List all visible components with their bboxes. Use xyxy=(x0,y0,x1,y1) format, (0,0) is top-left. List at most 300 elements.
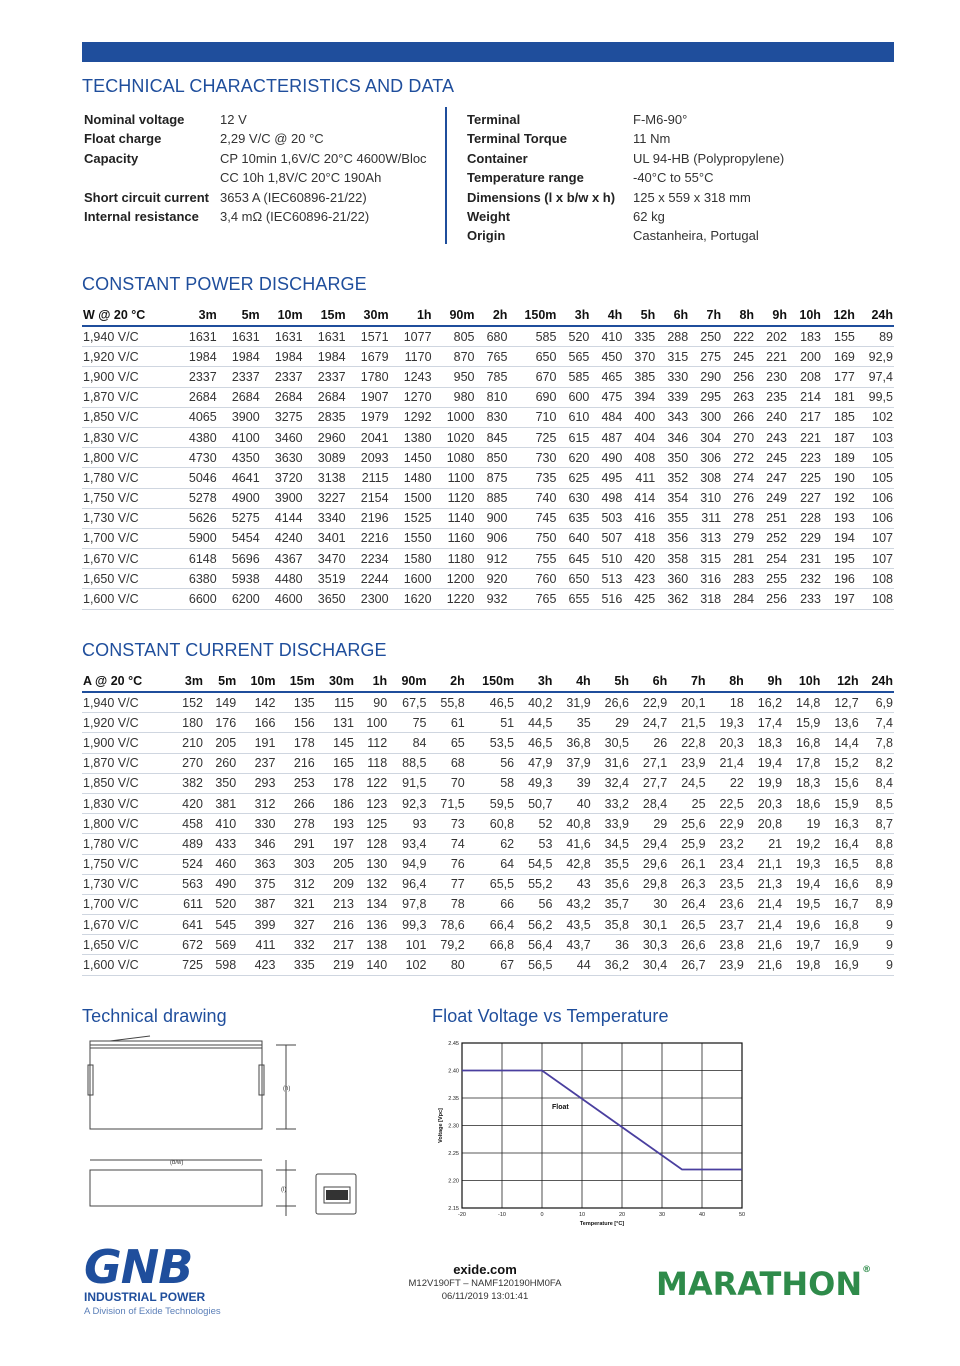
table-cell: 1679 xyxy=(347,347,390,367)
table-cell: 42,8 xyxy=(553,854,591,874)
column-header: 4h xyxy=(553,671,591,692)
y-tick-label: 2.15 xyxy=(448,1206,459,1212)
table-row xyxy=(82,894,894,914)
table-cell: 181 xyxy=(822,387,856,407)
table-cell: 1270 xyxy=(390,387,433,407)
table-cell: 1907 xyxy=(347,387,390,407)
current-table xyxy=(82,671,894,976)
table-cell: 30,1 xyxy=(630,915,668,935)
table-cell: 21,4 xyxy=(745,894,783,914)
table-cell: 513 xyxy=(590,569,623,589)
table-cell: 1631 xyxy=(304,326,347,347)
table-cell: 180 xyxy=(171,713,204,733)
table-cell: 177 xyxy=(822,367,856,387)
table-cell: 3900 xyxy=(218,407,261,427)
table-cell: 495 xyxy=(590,468,623,488)
table-cell: 670 xyxy=(508,367,557,387)
table-cell: 34,5 xyxy=(592,834,630,854)
table-cell: 46,5 xyxy=(515,733,553,753)
table-cell: 26,7 xyxy=(668,955,706,975)
row-label: 1,800 V/C xyxy=(82,448,175,468)
x-axis-label: Temperature [°C] xyxy=(579,1221,625,1227)
table-cell: 35,7 xyxy=(592,894,630,914)
spec-row xyxy=(467,226,784,245)
table-cell: 3720 xyxy=(261,468,304,488)
table-cell: 545 xyxy=(204,915,237,935)
table-cell: 233 xyxy=(788,589,822,609)
table-cell: 4900 xyxy=(218,488,261,508)
table-cell: 355 xyxy=(656,508,689,528)
table-cell: 14,4 xyxy=(821,733,859,753)
table-cell: 5046 xyxy=(175,468,218,488)
spec-row xyxy=(467,129,784,148)
table-cell: 135 xyxy=(276,692,315,713)
table-cell: 217 xyxy=(788,407,822,427)
table-cell: 3470 xyxy=(304,549,347,569)
table-cell: 725 xyxy=(171,955,204,975)
column-header: 3h xyxy=(515,671,553,692)
table-cell: 1180 xyxy=(433,549,476,569)
table-cell: 19,4 xyxy=(783,874,821,894)
table-cell: 29 xyxy=(630,814,668,834)
table-cell: 906 xyxy=(476,528,509,548)
table-cell: 1120 xyxy=(433,488,476,508)
table-cell: 362 xyxy=(656,589,689,609)
table-cell: 252 xyxy=(755,528,788,548)
table-cell: 107 xyxy=(856,549,894,569)
marathon-wordmark: MARATHON xyxy=(656,1265,863,1303)
table-cell: 1170 xyxy=(390,347,433,367)
column-header: 3m xyxy=(171,671,204,692)
table-cell: 1600 xyxy=(390,569,433,589)
table-cell: 465 xyxy=(590,367,623,387)
column-header: 6h xyxy=(656,305,689,326)
table-cell: 16,6 xyxy=(821,874,859,894)
table-cell: 1550 xyxy=(390,528,433,548)
column-header: 90m xyxy=(433,305,476,326)
label-bw: (b/w) xyxy=(170,1160,184,1166)
table-cell: 2093 xyxy=(347,448,390,468)
table-cell: 600 xyxy=(557,387,590,407)
table-cell: 610 xyxy=(557,407,590,427)
table-cell: 185 xyxy=(822,407,856,427)
drawing-title: Technical drawing xyxy=(82,1006,227,1026)
column-header: 10h xyxy=(788,305,822,326)
table-cell: 73 xyxy=(427,814,465,834)
table-cell: 19,2 xyxy=(783,834,821,854)
table-cell: 23,4 xyxy=(707,854,745,874)
column-header: 8h xyxy=(707,671,745,692)
float-series-line xyxy=(462,1071,742,1170)
table-row xyxy=(82,692,894,713)
table-cell: 90 xyxy=(355,692,388,713)
table-cell: 187 xyxy=(822,427,856,447)
spec-key: Temperature range xyxy=(467,170,584,186)
table-cell: 363 xyxy=(237,854,276,874)
table-cell: 266 xyxy=(276,793,315,813)
table-cell: 1160 xyxy=(433,528,476,548)
table-cell: 4600 xyxy=(261,589,304,609)
table-cell: 358 xyxy=(656,549,689,569)
table-cell: 29 xyxy=(592,713,630,733)
table-cell: 79,2 xyxy=(427,935,465,955)
table-cell: 2337 xyxy=(175,367,218,387)
table-cell: 97,8 xyxy=(388,894,427,914)
table-cell: 400 xyxy=(623,407,656,427)
table-cell: 190 xyxy=(822,468,856,488)
table-cell: 52 xyxy=(515,814,553,834)
table-cell: 7,8 xyxy=(860,733,894,753)
table-cell: 475 xyxy=(590,387,623,407)
table-cell: 875 xyxy=(476,468,509,488)
table-cell: 22 xyxy=(707,773,745,793)
table-cell: 208 xyxy=(788,367,822,387)
footer-doc: M12V190FT – NAMF120190HM0FA xyxy=(408,1278,562,1289)
table-cell: 35,8 xyxy=(592,915,630,935)
table-cell: 67,5 xyxy=(388,692,427,713)
table-cell: 275 xyxy=(689,347,722,367)
table-cell: 805 xyxy=(433,326,476,347)
table-cell: 183 xyxy=(788,326,822,347)
spec-value: F-M6-90° xyxy=(633,112,688,127)
spec-row xyxy=(84,188,427,207)
table-cell: 3460 xyxy=(261,427,304,447)
table-row xyxy=(82,448,894,468)
table-cell: 221 xyxy=(788,427,822,447)
table-cell: 20,3 xyxy=(707,733,745,753)
table-cell: 6600 xyxy=(175,589,218,609)
table-cell: 2684 xyxy=(304,387,347,407)
table-cell: 37,9 xyxy=(553,753,591,773)
table-cell: 25,9 xyxy=(668,834,706,854)
table-cell: 3138 xyxy=(304,468,347,488)
table-cell: 200 xyxy=(788,347,822,367)
table-cell: 222 xyxy=(722,326,755,347)
table-cell: 4641 xyxy=(218,468,261,488)
table-row xyxy=(82,834,894,854)
table-cell: 308 xyxy=(689,468,722,488)
table-cell: 1984 xyxy=(218,347,261,367)
table-cell: 227 xyxy=(788,488,822,508)
table-cell: 43,2 xyxy=(553,894,591,914)
column-header: 12h xyxy=(821,671,859,692)
table-cell: 8,4 xyxy=(860,773,894,793)
table-cell: 35 xyxy=(553,713,591,733)
table-cell: 247 xyxy=(755,468,788,488)
footer-info xyxy=(380,1262,590,1303)
table-cell: 1500 xyxy=(390,488,433,508)
table-cell: 295 xyxy=(689,387,722,407)
table-cell: 585 xyxy=(508,326,557,347)
table-cell: 9 xyxy=(860,915,894,935)
table-cell: 332 xyxy=(276,935,315,955)
table-cell: 56,2 xyxy=(515,915,553,935)
table-cell: 51 xyxy=(466,713,515,733)
column-header: 30m xyxy=(347,305,390,326)
table-cell: 22,9 xyxy=(707,814,745,834)
table-cell: 21,6 xyxy=(745,935,783,955)
table-cell: 21 xyxy=(745,834,783,854)
table-cell: 4065 xyxy=(175,407,218,427)
table-cell: 870 xyxy=(433,347,476,367)
table-cell: 8,7 xyxy=(860,814,894,834)
table-cell: 484 xyxy=(590,407,623,427)
spec-key: Capacity xyxy=(84,150,139,166)
table-cell: 4380 xyxy=(175,427,218,447)
spec-value: 11 Nm xyxy=(633,131,671,147)
table-cell: 8,2 xyxy=(860,753,894,773)
table-cell: 16,8 xyxy=(821,915,859,935)
table-cell: 250 xyxy=(689,326,722,347)
table-cell: 102 xyxy=(856,407,894,427)
table-cell: 276 xyxy=(722,488,755,508)
row-label: 1,700 V/C xyxy=(82,894,171,914)
row-label: 1,800 V/C xyxy=(82,814,171,834)
table-cell: 19,3 xyxy=(783,854,821,874)
column-header: 10m xyxy=(261,305,304,326)
table-cell: 2300 xyxy=(347,589,390,609)
table-cell: 19,5 xyxy=(783,894,821,914)
table-cell: 8,8 xyxy=(860,854,894,874)
table-cell: 310 xyxy=(689,488,722,508)
spec-row xyxy=(84,168,427,187)
table-cell: 16,4 xyxy=(821,834,859,854)
y-tick-label: 2.30 xyxy=(448,1123,459,1130)
table-cell: 263 xyxy=(722,387,755,407)
table-cell: 4350 xyxy=(218,448,261,468)
table-cell: 65 xyxy=(427,733,465,753)
table-cell: 272 xyxy=(722,448,755,468)
x-tick-label: 10 xyxy=(578,1212,586,1218)
table-cell: 404 xyxy=(623,427,656,447)
table-row xyxy=(82,488,894,508)
table-cell: 399 xyxy=(237,915,276,935)
table-cell: 410 xyxy=(590,326,623,347)
table-cell: 196 xyxy=(822,569,856,589)
table-cell: 23,7 xyxy=(707,915,745,935)
table-cell: 7,4 xyxy=(860,713,894,733)
x-tick-label: -10 xyxy=(498,1212,506,1218)
row-label: 1,850 V/C xyxy=(82,773,171,793)
table-cell: 53 xyxy=(515,834,553,854)
table-cell: 216 xyxy=(276,753,315,773)
spec-value: 3,4 mΩ (IEC60896-21/22) xyxy=(220,209,370,225)
table-cell: 29,8 xyxy=(630,874,668,894)
table-cell: 21,4 xyxy=(745,915,783,935)
table-cell: 410 xyxy=(204,814,237,834)
table-cell: 785 xyxy=(476,367,509,387)
table-cell: 16,7 xyxy=(821,894,859,914)
table-cell: 145 xyxy=(316,733,355,753)
table-cell: 765 xyxy=(508,589,557,609)
table-cell: 84 xyxy=(388,733,427,753)
spec-value: 62 kg xyxy=(633,209,665,225)
table-cell: 408 xyxy=(623,448,656,468)
row-label: 1,870 V/C xyxy=(82,753,171,773)
table-cell: 99,3 xyxy=(388,915,427,935)
table-cell: 40,2 xyxy=(515,692,553,713)
table-cell: 5938 xyxy=(218,569,261,589)
row-label: 1,850 V/C xyxy=(82,407,175,427)
table-cell: 22,5 xyxy=(707,793,745,813)
table-cell: 169 xyxy=(822,347,856,367)
table-cell: 284 xyxy=(722,589,755,609)
table-cell: 16,9 xyxy=(821,955,859,975)
table-cell: 9 xyxy=(860,935,894,955)
row-label: 1,920 V/C xyxy=(82,347,175,367)
table-cell: 80 xyxy=(427,955,465,975)
label-h: (h) xyxy=(283,1086,291,1092)
table-cell: 21,5 xyxy=(668,713,706,733)
table-cell: 312 xyxy=(276,874,315,894)
table-cell: 381 xyxy=(204,793,237,813)
table-cell: 1984 xyxy=(261,347,304,367)
table-cell: 1020 xyxy=(433,427,476,447)
table-cell: 100 xyxy=(355,713,388,733)
table-cell: 912 xyxy=(476,549,509,569)
table-cell: 25,6 xyxy=(668,814,706,834)
table-cell: 16,2 xyxy=(745,692,783,713)
table-cell: 205 xyxy=(204,733,237,753)
table-cell: 375 xyxy=(237,874,276,894)
spec-value: CP 10min 1,6V/C 20°C 4600W/Bloc xyxy=(220,150,427,166)
table-cell: 223 xyxy=(788,448,822,468)
marathon-logo: MARATHON® xyxy=(656,1265,872,1303)
table-cell: 88,5 xyxy=(388,753,427,773)
table-cell: 178 xyxy=(276,733,315,753)
table-row xyxy=(82,528,894,548)
spec-row xyxy=(467,168,784,187)
table-cell: 249 xyxy=(755,488,788,508)
current-title: CONSTANT CURRENT DISCHARGE xyxy=(82,640,387,660)
table-cell: 243 xyxy=(755,427,788,447)
table-row xyxy=(82,387,894,407)
table-cell: 33,9 xyxy=(592,814,630,834)
spec-key: Terminal Torque xyxy=(467,131,567,147)
table-cell: 149 xyxy=(204,692,237,713)
header-bar xyxy=(82,42,894,62)
table-cell: 1580 xyxy=(390,549,433,569)
table-cell: 360 xyxy=(656,569,689,589)
table-row xyxy=(82,367,894,387)
table-cell: 755 xyxy=(508,549,557,569)
table-cell: 30 xyxy=(630,894,668,914)
row-label: 1,830 V/C xyxy=(82,427,175,447)
table-cell: 278 xyxy=(276,814,315,834)
table-cell: 93 xyxy=(388,814,427,834)
table-cell: 12,7 xyxy=(821,692,859,713)
table-cell: 66,4 xyxy=(466,915,515,935)
table-cell: 176 xyxy=(204,713,237,733)
table-cell: 672 xyxy=(171,935,204,955)
table-cell: 35,6 xyxy=(592,874,630,894)
table-cell: 346 xyxy=(656,427,689,447)
table-cell: 6,9 xyxy=(860,692,894,713)
table-cell: 2041 xyxy=(347,427,390,447)
table-cell: 31,6 xyxy=(592,753,630,773)
table-cell: 21,1 xyxy=(745,854,783,874)
table-cell: 266 xyxy=(722,407,755,427)
table-cell: 138 xyxy=(355,935,388,955)
table-cell: 516 xyxy=(590,589,623,609)
column-header: 3h xyxy=(557,305,590,326)
spec-value: UL 94-HB (Polypropylene) xyxy=(633,150,785,166)
table-cell: 411 xyxy=(237,935,276,955)
table-cell: 89 xyxy=(856,326,894,347)
table-cell: 134 xyxy=(355,894,388,914)
table-cell: 91,5 xyxy=(388,773,427,793)
table-cell: 225 xyxy=(788,468,822,488)
table-cell: 41,6 xyxy=(553,834,591,854)
table-cell: 21,6 xyxy=(745,955,783,975)
table-cell: 92,9 xyxy=(856,347,894,367)
table-cell: 327 xyxy=(276,915,315,935)
table-cell: 30,3 xyxy=(630,935,668,955)
table-cell: 36 xyxy=(592,935,630,955)
table-cell: 216 xyxy=(316,915,355,935)
table-cell: 32,4 xyxy=(592,773,630,793)
table-cell: 115 xyxy=(316,692,355,713)
row-label: 1,670 V/C xyxy=(82,915,171,935)
table-cell: 24,7 xyxy=(630,713,668,733)
table-cell: 4240 xyxy=(261,528,304,548)
table-cell: 125 xyxy=(355,814,388,834)
table-cell: 61 xyxy=(427,713,465,733)
table-cell: 17,8 xyxy=(783,753,821,773)
table-cell: 620 xyxy=(557,448,590,468)
table-cell: 565 xyxy=(557,347,590,367)
table-cell: 423 xyxy=(237,955,276,975)
y-tick-label: 2.20 xyxy=(448,1178,459,1185)
table-cell: 16,5 xyxy=(821,854,859,874)
x-tick-label: 50 xyxy=(738,1212,746,1218)
table-cell: 645 xyxy=(557,549,590,569)
table-cell: 313 xyxy=(689,528,722,548)
table-cell: 615 xyxy=(557,427,590,447)
table-row xyxy=(82,468,894,488)
table-cell: 24,5 xyxy=(668,773,706,793)
table-cell: 192 xyxy=(822,488,856,508)
table-cell: 304 xyxy=(689,427,722,447)
table-cell: 213 xyxy=(316,894,355,914)
table-cell: 3401 xyxy=(304,528,347,548)
table-cell: 5275 xyxy=(218,508,261,528)
technical-drawing xyxy=(80,1035,380,1225)
table-cell: 217 xyxy=(316,935,355,955)
table-cell: 321 xyxy=(276,894,315,914)
table-row xyxy=(82,549,894,569)
spec-value: 12 V xyxy=(220,112,247,127)
table-cell: 2244 xyxy=(347,569,390,589)
column-header: 1h xyxy=(390,305,433,326)
table-cell: 655 xyxy=(557,589,590,609)
row-label: 1,650 V/C xyxy=(82,569,175,589)
table-cell: 15,6 xyxy=(821,773,859,793)
table-cell: 270 xyxy=(722,427,755,447)
row-label: 1,830 V/C xyxy=(82,793,171,813)
spec-row xyxy=(84,207,427,226)
table-cell: 44 xyxy=(553,955,591,975)
table-cell: 303 xyxy=(276,854,315,874)
table-cell: 640 xyxy=(557,528,590,548)
table-cell: 15,9 xyxy=(821,793,859,813)
table-cell: 306 xyxy=(689,448,722,468)
table-cell: 107 xyxy=(856,528,894,548)
table-row xyxy=(82,915,894,935)
table-cell: 288 xyxy=(656,326,689,347)
table-cell: 498 xyxy=(590,488,623,508)
table-cell: 335 xyxy=(623,326,656,347)
